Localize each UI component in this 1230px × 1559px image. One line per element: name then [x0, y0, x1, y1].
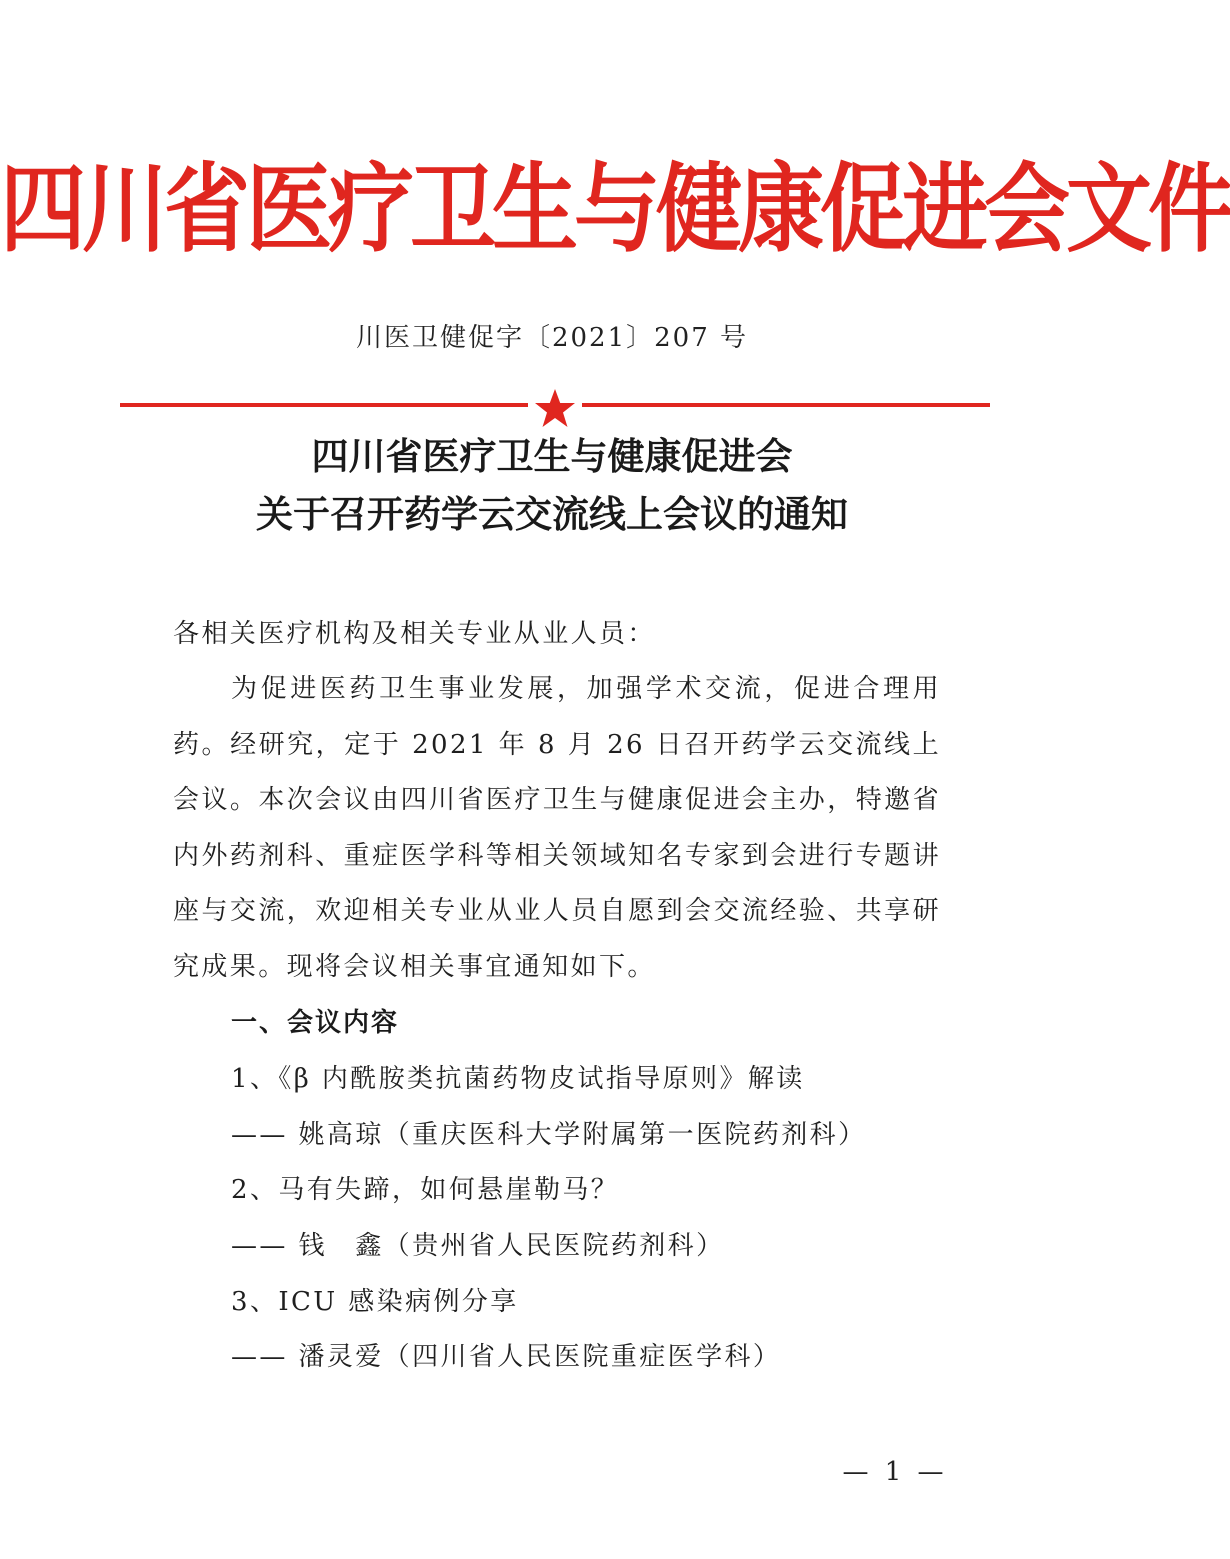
agenda-item-1-topic: 1、《β 内酰胺类抗菌药物皮试指导原则》解读	[231, 1064, 805, 1094]
body-paragraph: 为促进医药卫生事业发展，加强学术交流，促进合理用药。经研究，定于 2021 年 8 月 26 日召开药学云交流线上会议。本次会议由四川省医疗卫生与健康促进会主办，特邀省内外药剂科、重症医学科等相关领域知名专家到会进行专题讲座与交流，欢迎相关专业从业人员自愿到会交流经验、共享研究成果。现将会议相关事宜通知如下。	[173, 674, 941, 982]
agenda-item-2-speaker: —— 钱 鑫（贵州省人民医院药剂科）	[231, 1231, 725, 1261]
document-header-title: 四川省医疗卫生与健康促进会文件	[0, 152, 1230, 266]
salutation: 各相关医疗机构及相关专业从业人员：	[173, 619, 656, 649]
agenda-item-3-topic: 3、ICU 感染病例分享	[231, 1287, 519, 1317]
document-number: 川医卫健促字〔2021〕207 号	[355, 323, 749, 353]
notice-title-line1: 四川省医疗卫生与健康促进会	[311, 435, 793, 478]
notice-title-line2: 关于召开药学云交流线上会议的通知	[256, 493, 848, 536]
red-divider-right	[582, 403, 990, 407]
section-heading-meeting-content: 一、会议内容	[231, 1008, 400, 1038]
agenda-item-1-speaker: —— 姚高琼（重庆医科大学附属第一医院药剂科）	[231, 1120, 867, 1150]
agenda-item-2-topic: 2、马有失蹄，如何悬崖勒马？	[231, 1175, 620, 1205]
agenda-item-3-speaker: —— 潘灵爱（四川省人民医院重症医学科）	[231, 1342, 782, 1372]
red-star-icon	[533, 388, 577, 428]
red-divider-left	[120, 403, 528, 407]
page-number: — 1 —	[842, 1457, 948, 1487]
